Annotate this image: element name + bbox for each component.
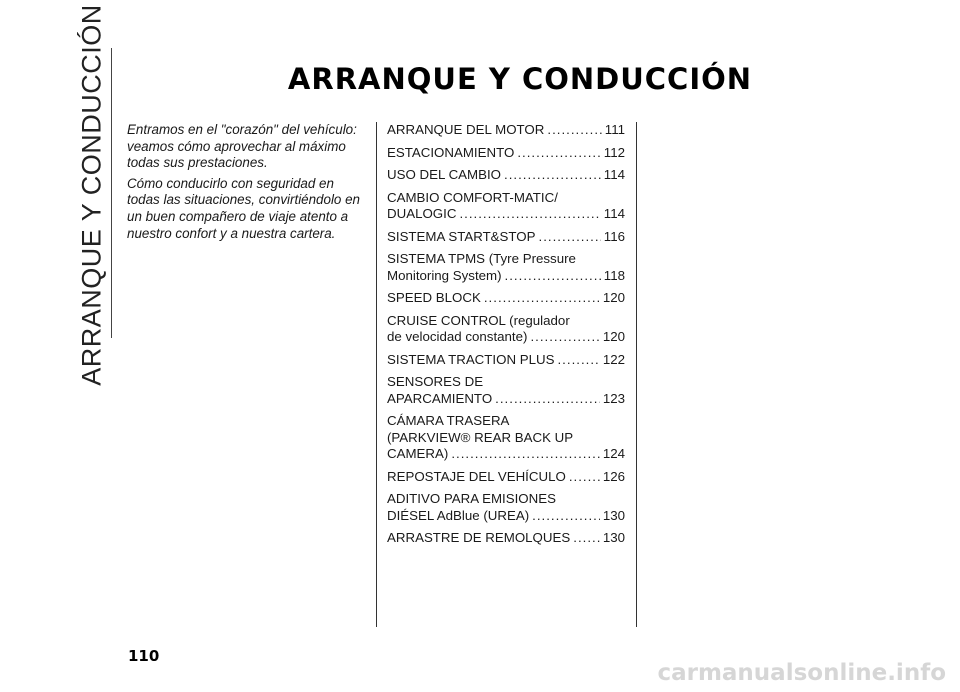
- toc-page-number: 112: [603, 144, 625, 160]
- intro-paragraph: Cómo conducirlo con seguridad en todas las situaciones, convirtiéndolo en un buen compañero de viaje atento a nuestro confort y a nuestra cartera.: [127, 175, 360, 241]
- toc-page-number: 120: [602, 329, 625, 344]
- toc-entry-row: [387, 145, 625, 162]
- page-title: ARRANQUE Y CONDUCCIÓN: [287, 62, 753, 96]
- toc-entry[interactable]: [387, 374, 625, 407]
- toc-entry[interactable]: [387, 313, 625, 346]
- toc-entry-line: CAMBIO COMFORT-MATIC/: [387, 189, 558, 205]
- toc-page-number: 130: [602, 530, 625, 545]
- toc-page-number: 124: [602, 446, 625, 461]
- toc-leader-dots: [517, 145, 600, 162]
- toc-entry[interactable]: [387, 352, 625, 369]
- toc-entry-title: de velocidad constante): [387, 329, 528, 344]
- toc-entry[interactable]: [387, 167, 625, 184]
- toc-entry-row: [387, 391, 625, 408]
- column-divider-right: [636, 122, 637, 627]
- toc-entry-row: [387, 469, 625, 486]
- toc-leader-dots: [547, 122, 601, 139]
- toc-entry-title: ARRASTRE DE REMOLQUES: [387, 530, 571, 545]
- toc-entry[interactable]: [387, 530, 625, 547]
- toc-entry-line: SENSORES DE: [387, 374, 484, 389]
- toc-leader-dots: [532, 508, 600, 525]
- toc-entry[interactable]: [387, 413, 625, 463]
- toc-entry-row: [387, 268, 625, 285]
- toc-leader-dots: [504, 167, 601, 184]
- toc-leader-dots: [557, 352, 599, 369]
- toc-entry[interactable]: [387, 469, 625, 486]
- toc-leader-dots: [530, 329, 599, 346]
- column-divider-left: [376, 122, 377, 627]
- toc-page-number: 126: [602, 468, 625, 484]
- toc-entry-line: CÁMARA TRASERA: [387, 413, 510, 428]
- toc-leader-dots: [505, 268, 601, 285]
- toc-entry[interactable]: [387, 122, 625, 139]
- intro-paragraph: Entramos en el "corazón" del vehículo: veamos cómo aprovechar al máximo todas sus prestaciones.: [127, 122, 357, 171]
- toc-entry-line: (PARKVIEW® REAR BACK UP: [387, 429, 574, 445]
- toc-entry[interactable]: [387, 145, 625, 162]
- page-number: 110: [128, 647, 160, 665]
- toc-page-number: 116: [603, 228, 625, 244]
- side-divider: [111, 48, 112, 338]
- toc-entry[interactable]: [387, 290, 625, 307]
- toc-entry-row: [387, 122, 625, 139]
- toc-entry-row: [387, 352, 625, 369]
- toc-leader-dots: [495, 391, 600, 408]
- table-of-contents: [387, 122, 625, 553]
- toc-entry-row: [387, 167, 625, 184]
- toc-entry-title: CAMERA): [387, 446, 449, 461]
- toc-entry-row: [387, 290, 625, 307]
- toc-entry-title: DIÉSEL AdBlue (UREA): [387, 507, 530, 523]
- toc-entry-row: [387, 508, 625, 525]
- toc-leader-dots: [539, 229, 601, 246]
- toc-entry-row: [387, 446, 625, 463]
- toc-entry[interactable]: [387, 491, 625, 524]
- toc-entry-title: ARRANQUE DEL MOTOR: [387, 122, 545, 137]
- side-section-title-text: ARRANQUE Y CONDUCCIÓN: [76, 4, 107, 386]
- toc-page-number: 114: [603, 206, 625, 221]
- toc-entry-title: SISTEMA START&STOP: [387, 228, 536, 244]
- toc-page-number: 114: [603, 167, 625, 182]
- intro-text: [127, 122, 372, 246]
- toc-entry-title: SPEED BLOCK: [387, 290, 481, 305]
- toc-leader-dots: [484, 290, 600, 307]
- toc-entry-row: [387, 206, 625, 223]
- toc-entry-row: [387, 530, 625, 547]
- toc-page-number: 120: [602, 290, 625, 305]
- toc-leader-dots: [573, 530, 600, 547]
- toc-leader-dots: [451, 446, 599, 463]
- toc-entry-title: DUALOGIC: [387, 206, 457, 221]
- toc-leader-dots: [459, 206, 600, 223]
- toc-page-number: 130: [602, 507, 625, 523]
- toc-entry-title: SISTEMA TRACTION PLUS: [387, 351, 555, 367]
- toc-entry-title: REPOSTAJE DEL VEHÍCULO: [387, 468, 566, 484]
- toc-entry-title: APARCAMIENTO: [387, 390, 493, 406]
- toc-entry[interactable]: [387, 251, 625, 284]
- toc-leader-dots: [569, 469, 600, 486]
- toc-entry-title: USO DEL CAMBIO: [387, 167, 502, 182]
- toc-page-number: 111: [604, 122, 625, 137]
- toc-entry-line: CRUISE CONTROL (regulador: [387, 312, 570, 328]
- toc-entry-row: [387, 329, 625, 346]
- side-section-title: [73, 4, 111, 386]
- toc-entry-line: SISTEMA TPMS (Tyre Pressure: [387, 251, 576, 266]
- toc-page-number: 118: [603, 267, 625, 283]
- watermark: carmanualsonline.info: [657, 660, 946, 686]
- toc-entry-title: Monitoring System): [387, 267, 502, 283]
- toc-entry-row: [387, 229, 625, 246]
- toc-entry[interactable]: [387, 190, 625, 223]
- toc-page-number: 122: [602, 351, 625, 367]
- toc-entry-line: ADITIVO PARA EMISIONES: [387, 491, 556, 506]
- toc-page-number: 123: [602, 390, 625, 406]
- toc-entry[interactable]: [387, 229, 625, 246]
- toc-entry-title: ESTACIONAMIENTO: [387, 144, 515, 160]
